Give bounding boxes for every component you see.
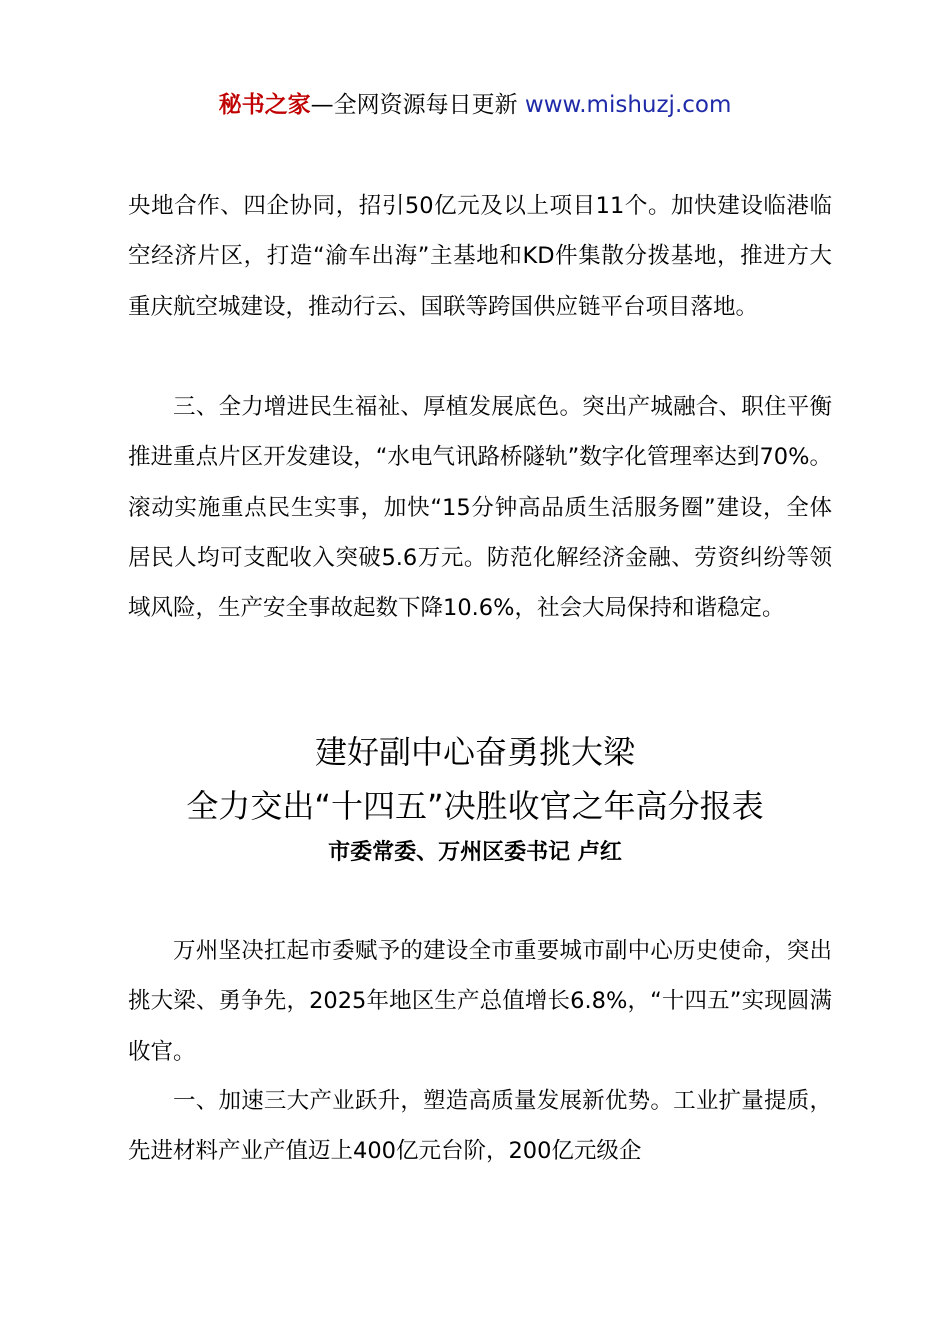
paragraph-section-three: 三、全力增进民生福祉、厚植发展底色。突出产城融合、职住平衡推进重点片区开发建设，“水电气讯路桥隧轨”数字化管理率达到70%。滚动实施重点民生实事，加快“15分钟高品质生活服务圈”建设，全体居民人均可支配收入突破5.6万元。防范化解经济金融、劳资纠纷等领域风险，生产安全事故起数下降10.6%，社会大局保持和谐稳定。: [128, 394, 832, 622]
article-title-line1: 建好副中心奋勇挑大梁: [314, 733, 635, 771]
paragraph-section-one: 一、加速三大产业跃升，塑造高质量发展新优势。工业扩量提质，先进材料产业产值迈上400亿元台阶，200亿元级企: [128, 1088, 832, 1165]
brand-name: 秘书之家: [218, 92, 311, 118]
paragraph-continued: 央地合作、四企协同，招引50亿元及以上项目11个。加快建设临港临空经济片区，打造“渝车出海”主基地和KD件集散分拨基地，推进方大重庆航空城建设，推动行云、国联等跨国供应链平台项目落地。: [128, 193, 832, 320]
article-byline: 市委常委、万州区委书记 卢红: [328, 840, 622, 865]
site-url[interactable]: www.mishuzj.com: [524, 92, 732, 118]
site-header: [0, 88, 950, 122]
header-tagline: —全网资源每日更新: [310, 92, 525, 118]
paragraph-intro: 万州坚决扛起市委赋予的建设全市重要城市副中心历史使命，突出挑大梁、勇争先，2025年地区生产总值增长6.8%，“十四五”实现圆满收官。: [128, 938, 832, 1065]
article-title-line2: 全力交出“十四五”决胜收官之年高分报表: [186, 787, 764, 825]
